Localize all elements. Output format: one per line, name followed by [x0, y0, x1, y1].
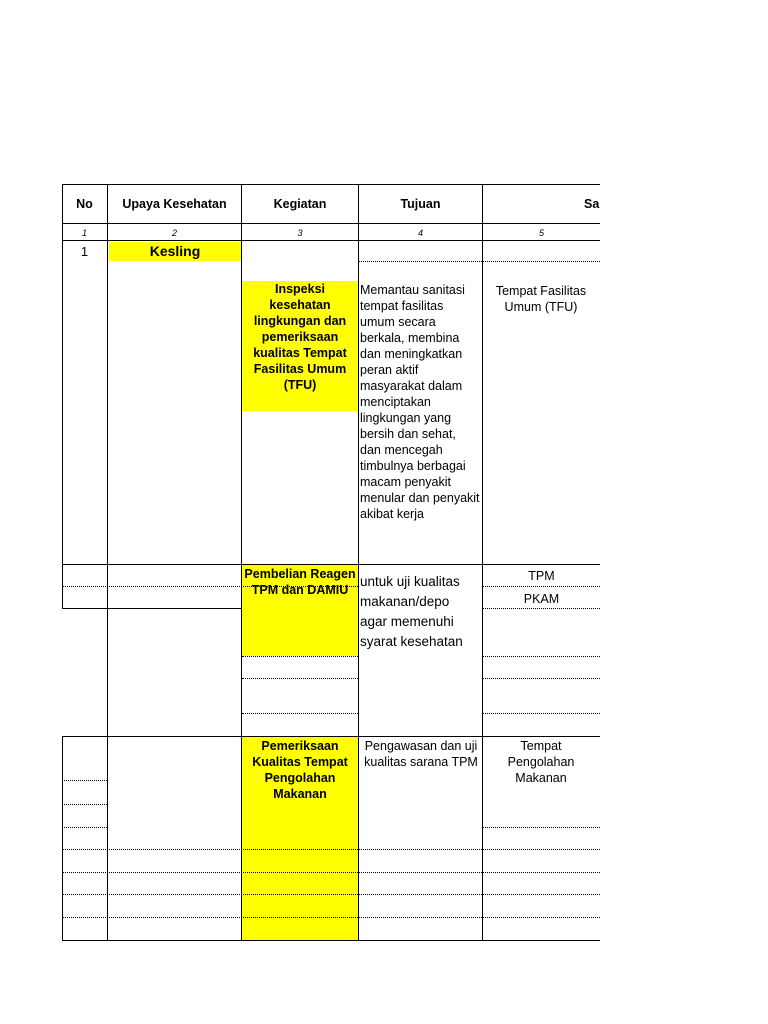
- row3-sasaran: Tempat Pengolahan Makanan: [507, 739, 575, 785]
- colnum-4: 4: [417, 228, 423, 238]
- col-border-kegiatan: [358, 184, 359, 940]
- row3-dotted-line-g: [62, 894, 600, 895]
- row3-dotted-line-e: [62, 849, 600, 850]
- row3-tujuan: Pengawasan dan uji kualitas sarana TPM: [364, 739, 478, 769]
- col-border-upaya: [241, 184, 242, 940]
- row1-kegiatan: Inspeksi kesehatan lingkungan dan pemeriksaan kualitas Tempat Fasilitas Umum (TFU): [253, 282, 347, 392]
- row3-dotted-line-c: [62, 827, 107, 828]
- header-tujuan: Tujuan: [400, 197, 441, 211]
- row3-dotted-line-d: [482, 827, 600, 828]
- row2-dotted-line-i: [482, 713, 600, 714]
- row1-tujuan: Memantau sanitasi tempat fasilitas umum secara berkala, membina dan meningkatkan peran aktif masyarakat dalam menciptakan lingkungan yang bersih dan sehat, dan mencegah timbulnya berbagai macam penyakit menular dan penyakit akibat kerja: [360, 283, 480, 521]
- header-upaya-kesehatan: Upaya Kesehatan: [122, 197, 227, 211]
- header-bottom-line: [62, 223, 600, 224]
- row2-dotted-line-b: [482, 586, 600, 587]
- header-kegiatan: Kegiatan: [273, 197, 327, 211]
- row2-sasaran-pkam: PKAM: [523, 592, 560, 606]
- row2-solid-line: [62, 608, 242, 609]
- colnum-2: 2: [171, 228, 177, 238]
- header-sasaran-partial: Sa: [584, 197, 600, 211]
- row3-dotted-line-a: [62, 780, 107, 781]
- row1-bottom-line: [62, 564, 600, 565]
- row3-kegiatan: Pemeriksaan Kualitas Tempat Pengolahan Makanan: [252, 739, 348, 801]
- colnum-5: 5: [538, 228, 544, 238]
- colnum-bottom-line: [62, 240, 600, 241]
- row1-no: 1: [80, 244, 89, 259]
- colnum-3: 3: [297, 228, 303, 238]
- row2-kegiatan: Pembelian Reagen TPM dan DAMIU: [244, 567, 356, 597]
- row2-dotted-line-c: [482, 608, 600, 609]
- header-no: No: [76, 197, 93, 211]
- row2-dotted-line-f: [242, 678, 358, 679]
- row2-sasaran-tpm: TPM: [528, 569, 555, 583]
- row3-dotted-line-f: [62, 872, 600, 873]
- row2-dotted-line-h: [242, 713, 358, 714]
- row3-dotted-line-h: [62, 917, 600, 918]
- row1-sasaran: Tempat Fasilitas Umum (TFU): [495, 284, 587, 314]
- col-border-left-2: [62, 736, 63, 940]
- colnum-1: 1: [81, 228, 87, 238]
- col-border-no: [107, 184, 108, 940]
- row1-dotted-line: [358, 261, 600, 262]
- row3-dotted-line-b: [62, 804, 107, 805]
- row2-bottom-line: [62, 736, 600, 737]
- row2-dotted-line-g: [482, 678, 600, 679]
- table-bottom-line: [62, 940, 600, 941]
- row2-dotted-line-d: [242, 656, 358, 657]
- row2-tujuan: untuk uji kualitas makanan/depo agar memenuhi syarat kesehatan: [360, 574, 463, 649]
- row1-upaya: Kesling: [149, 243, 201, 259]
- header-top-line: [62, 184, 600, 185]
- row2-dotted-line-e: [482, 656, 600, 657]
